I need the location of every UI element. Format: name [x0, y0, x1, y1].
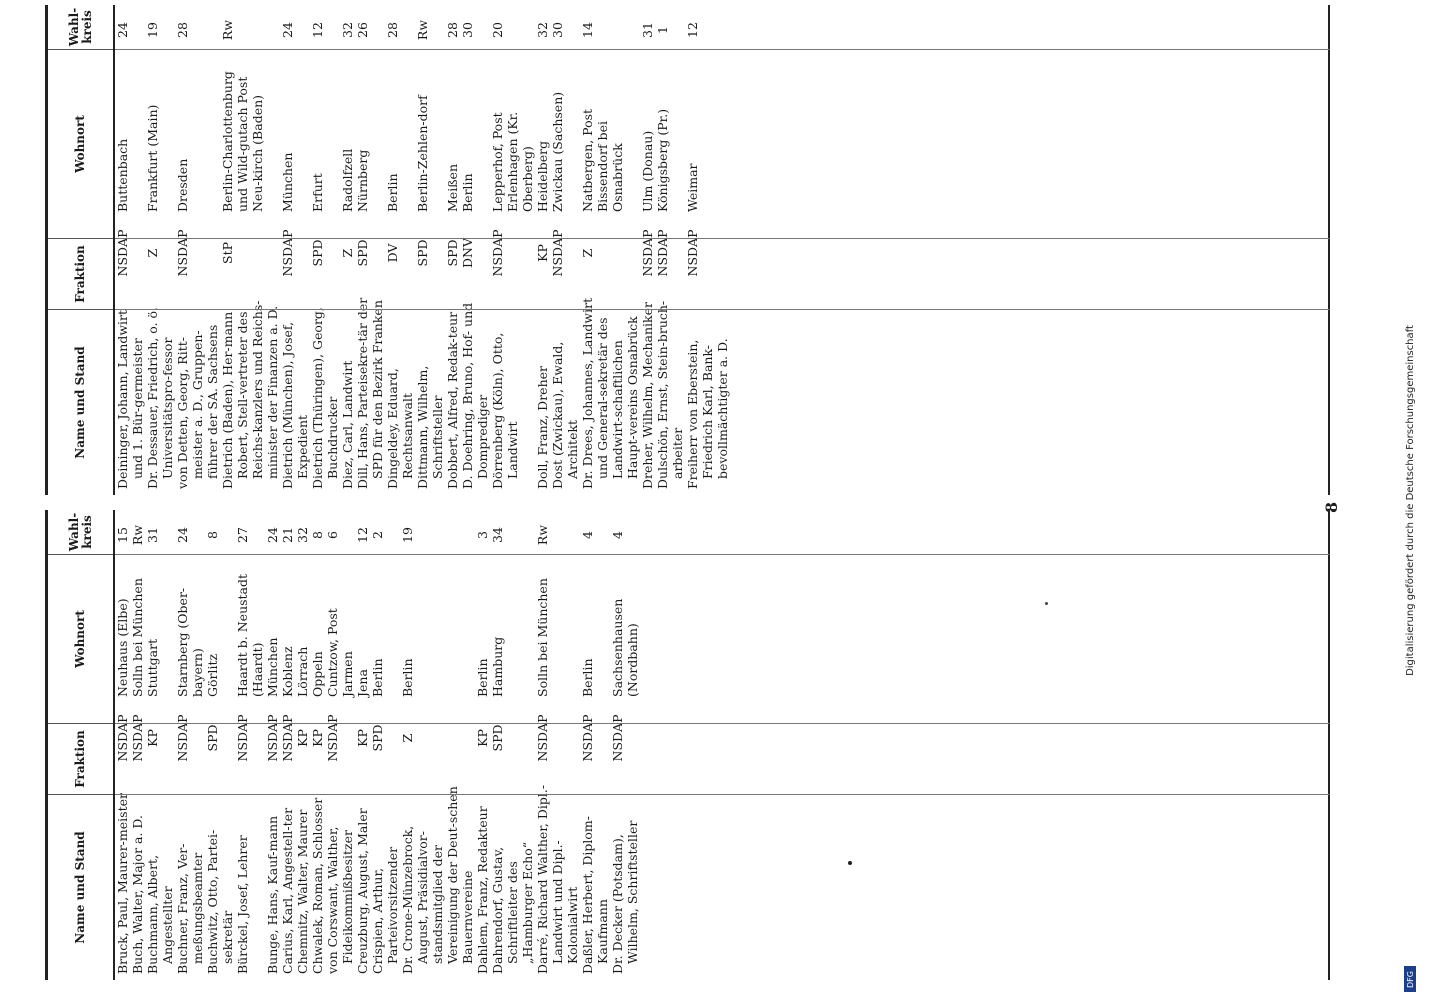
page-number: 8 [1322, 501, 1341, 513]
member-name: von Corswant, Walther, Fideikommißbesitzer [325, 826, 355, 974]
member-fraktion: SPD [310, 239, 325, 267]
member-wahlkreis: 28 [175, 22, 190, 38]
member-wohnort: Neuhaus (Elbe) [115, 598, 130, 697]
member-fraktion: NSDAP [610, 714, 625, 762]
member-wohnort: Natbergen, Post Bissendorf bei Osnabrück [580, 108, 625, 212]
member-name: Chwalek, Roman, Schlosser [310, 797, 325, 974]
member-wohnort: Dresden [175, 158, 190, 212]
table-right [45, 5, 1330, 495]
table-row [205, 510, 235, 980]
member-fraktion: NSDAP [640, 229, 655, 277]
member-name: Buchmann, Albert, Angestellter [145, 854, 175, 974]
member-wohnort: Berlin [400, 658, 415, 697]
table-row [580, 510, 610, 980]
table-row [175, 5, 220, 495]
table-row [355, 510, 370, 980]
table-row [370, 510, 400, 980]
member-fraktion: Z [145, 248, 160, 258]
table-row [415, 5, 445, 495]
table-row [175, 510, 205, 980]
member-fraktion: NSDAP [535, 714, 550, 762]
member-name: Dobbert, Alfred, Redak-teur [445, 311, 460, 489]
member-wahlkreis: 1 [655, 26, 670, 34]
member-fraktion: NSDAP [490, 229, 505, 277]
member-wohnort: Lörrach [295, 646, 310, 697]
member-fraktion: KP [145, 729, 160, 747]
table-row [385, 5, 415, 495]
member-fraktion: SPD [490, 724, 505, 752]
member-wohnort: Berlin [385, 173, 400, 212]
member-wahlkreis: 28 [385, 22, 400, 38]
member-wahlkreis: 32 [535, 22, 550, 38]
table-row [460, 5, 490, 495]
member-fraktion: NSDAP [550, 229, 565, 277]
table-row [115, 510, 130, 980]
table-row [145, 510, 175, 980]
member-wohnort: Sachsenhausen (Nordbahn) [610, 598, 640, 697]
member-name: Chemnitz, Walter, Maurer [295, 809, 310, 974]
table-row [550, 5, 580, 495]
header-name: Name und Stand [48, 794, 113, 980]
member-wohnort: Frankfurt (Main) [145, 104, 160, 212]
member-wohnort: Hamburg [490, 636, 505, 697]
member-wohnort: Berlin-Charlottenburg und Wild-gutach Post Neu-kirch (Baden) [220, 71, 265, 212]
digitization-note [1402, 0, 1418, 1000]
member-fraktion: KP [355, 729, 370, 747]
member-fraktion: NSDAP [655, 229, 670, 277]
member-name: Dietrich (München), Josef, Expedient [280, 321, 310, 489]
member-wahlkreis: Rw [535, 524, 550, 546]
member-wohnort: Koblenz [280, 646, 295, 697]
member-wahlkreis: 14 [580, 22, 595, 38]
member-name: Darré, Richard Walther, Dipl.-Landwirt und Dipl.-Kolonialwirt [535, 784, 580, 974]
member-fraktion: SPD [205, 724, 220, 752]
member-fraktion: NSDAP [280, 229, 295, 277]
member-wohnort: München [265, 637, 280, 697]
member-wahlkreis: 24 [265, 527, 280, 543]
member-wahlkreis: 3 [475, 531, 490, 539]
member-name: Dörrenberg (Köln), Otto, Landwirt [490, 332, 520, 489]
header-wohnort: Wohnort [48, 554, 113, 723]
member-name: Daßler, Herbert, Diplom-Kaufmann [580, 815, 610, 974]
member-wohnort: Meißen [445, 164, 460, 212]
member-fraktion: NSDAP [580, 714, 595, 762]
member-wahlkreis: Rw [415, 19, 430, 41]
member-wahlkreis: 24 [175, 527, 190, 543]
member-fraktion: SPD [415, 239, 430, 267]
member-wahlkreis: 4 [580, 531, 595, 539]
member-name: Buch, Walter, Major a. D. [130, 815, 145, 974]
member-wahlkreis: 30 [550, 22, 565, 38]
member-name: von Detten, Georg, Ritt-meister a. D., Gruppen-führer der SA. Sachsens [175, 324, 220, 489]
member-wahlkreis: 19 [400, 527, 415, 543]
member-wahlkreis: Rw [130, 524, 145, 546]
member-name: D. Doehring, Bruno, Hof- und Domprediger [460, 302, 490, 489]
table-row [280, 5, 310, 495]
member-name: Dill, Hans, Parteisekre-tär der SPD für den Bezirk Franken [355, 297, 385, 489]
member-wahlkreis: 15 [115, 527, 130, 543]
table-row [580, 5, 640, 495]
table-row [340, 5, 355, 495]
member-wohnort: Berlin [460, 173, 475, 212]
member-fraktion: SPD [355, 239, 370, 267]
member-name: Bürckel, Josef, Lehrer [235, 835, 250, 974]
member-wohnort: Haardt b. Neustadt (Haardt) [235, 573, 265, 697]
member-wahlkreis: 12 [310, 22, 325, 38]
member-fraktion: Z [400, 733, 415, 743]
member-fraktion: KP [475, 729, 490, 747]
header-wahlkreis: Wahl-kreis [66, 7, 94, 47]
member-wohnort: Ulm (Donau) [640, 130, 655, 212]
header-fraktion: Fraktion [48, 238, 113, 309]
member-wohnort: Berlin-Zehlen-dorf [415, 95, 430, 212]
dfg-logo [1404, 966, 1416, 992]
table-row [115, 5, 145, 495]
member-name: Deininger, Johann, Landwirt und 1. Bür-germeister [115, 309, 145, 489]
member-wohnort: Berlin [580, 658, 595, 697]
header-name: Name und Stand [48, 309, 113, 495]
member-fraktion: SPD [445, 239, 460, 267]
member-fraktion: KP [295, 729, 310, 747]
member-fraktion: KP [310, 729, 325, 747]
table-row [280, 510, 295, 980]
member-wahlkreis: 32 [295, 527, 310, 543]
member-name: Buchner, Franz, Ver-meßungsbeamter [175, 843, 205, 974]
table-left [45, 510, 1330, 980]
member-wohnort: Lepperhof, Post Erlenhagen (Kr. Oberberg) [490, 111, 535, 212]
member-wahlkreis: 19 [145, 22, 160, 38]
member-wahlkreis: 2 [370, 531, 385, 539]
member-wahlkreis: 31 [640, 22, 655, 38]
member-wahlkreis: 6 [325, 531, 340, 539]
table-body [115, 510, 640, 980]
member-wohnort: Nürnberg [355, 149, 370, 212]
member-fraktion: NSDAP [685, 229, 700, 277]
member-wahlkreis: 12 [685, 22, 700, 38]
table-row [475, 510, 490, 980]
member-wohnort: Solln bei München [130, 578, 145, 697]
member-name: Dr. Dessauer, Friedrich, o. ö. Universitätspro-fessor [145, 307, 175, 489]
member-name: Freiherr von Eberstein, Friedrich Karl, Bank-bevollmächtigter a. D. [685, 338, 730, 489]
member-fraktion: NSDAP [115, 714, 130, 762]
member-name: Dr. Crone-Münzebrock, August, Präsidialvor-standsmitglied der Vereinigung der Deut-schen Bauernvereine [400, 786, 475, 974]
member-wahlkreis: 32 [340, 22, 355, 38]
member-fraktion: NSDAP [175, 229, 190, 277]
member-name: Dingeldey, Eduard, Rechtsanwalt [385, 368, 415, 489]
member-wahlkreis: 8 [205, 531, 220, 539]
member-wahlkreis: 20 [490, 22, 505, 38]
member-name: Dahrendorf, Gustav, Schriftleiter des „Hamburger Echo“ [490, 841, 535, 974]
table-row [310, 5, 340, 495]
member-wohnort: Buttenbach [115, 138, 130, 212]
member-wahlkreis: 8 [310, 531, 325, 539]
member-fraktion: Z [340, 248, 355, 258]
table-row [610, 510, 640, 980]
table-row [490, 510, 535, 980]
member-wahlkreis: 21 [280, 527, 295, 543]
member-name: Doll, Franz, Dreher [535, 366, 550, 489]
member-fraktion: StP [220, 242, 235, 264]
table-row [145, 5, 175, 495]
member-wahlkreis: Rw [220, 19, 235, 41]
header-fraktion: Fraktion [48, 723, 113, 794]
table-header [48, 510, 115, 980]
member-wahlkreis: 30 [460, 22, 475, 38]
table-row [310, 510, 325, 980]
member-wahlkreis: 31 [145, 527, 160, 543]
table-row [640, 5, 655, 495]
table-row [400, 510, 475, 980]
table-row [490, 5, 535, 495]
member-wohnort: Cuntzow, Post Jarmen [325, 608, 355, 697]
member-wohnort: Erfurt [310, 173, 325, 212]
member-name: Dreher, Wilhelm, Mechaniker [640, 302, 655, 489]
member-name: Dr. Decker (Potsdam), Wilhelm, Schriftsteller [610, 820, 640, 974]
table-header [48, 5, 115, 495]
member-name: Dietrich (Baden), Her-mann Robert, Stell-vertreter des Reichs-kanzlers und Reichs-minister der Finanzen a. D. [220, 300, 280, 489]
member-wahlkreis: 34 [490, 527, 505, 543]
member-fraktion: NSDAP [325, 714, 340, 762]
member-wohnort: Stuttgart [145, 638, 160, 697]
table-row [130, 510, 145, 980]
member-name: Dost (Zwickau), Ewald, Architekt [550, 341, 580, 489]
digitization-note-text: Digitalisierung gefördert durch die Deutsche Forschungsgemeinschaft [1404, 324, 1416, 676]
table-row [295, 510, 310, 980]
member-name: Dittmann, Wilhelm, Schriftsteller [415, 365, 445, 489]
member-fraktion: NSDAP [235, 714, 250, 762]
table-row [685, 5, 730, 495]
table-row [445, 5, 460, 495]
member-name: Carius, Karl, Angestell-ter [280, 807, 295, 974]
member-wohnort: München [280, 152, 295, 212]
header-wahlkreis: Wahl-kreis [66, 512, 94, 552]
member-name: Diez, Carl, Landwirt [340, 360, 355, 489]
member-name: Dulschön, Ernst, Stein-brucharbeiter [655, 300, 685, 489]
table-row [535, 5, 550, 495]
member-name: Bruck, Paul, Maurer-meister [115, 793, 130, 974]
table-row [355, 5, 385, 495]
member-name: Dr. Drees, Johannes, Landwirt und General-sekretär des Landwirt-schaftlichen Haupt-vereins Osnabrück [580, 297, 640, 489]
member-fraktion: NSDAP [130, 714, 145, 762]
member-fraktion: Z [580, 248, 595, 258]
member-wohnort: Solln bei München [535, 578, 550, 697]
member-name: Buchwitz, Otto, Partei-sekretär [205, 829, 235, 974]
member-wohnort: Starnberg (Ober-bayern) [175, 587, 205, 697]
member-name: Crispien, Arthur, Parteivorsitzender [370, 846, 400, 974]
member-name: Creuzburg, August, Maler [355, 808, 370, 974]
member-fraktion: DV [385, 243, 400, 263]
member-wohnort: Berlin [370, 658, 385, 697]
member-fraktion: DNV [460, 238, 475, 268]
table-row [220, 5, 280, 495]
member-wohnort: Görlitz [205, 653, 220, 697]
member-wohnort: Radolfzell [340, 148, 355, 212]
table-row [325, 510, 355, 980]
member-name: Dietrich (Thüringen), Georg, Buchdrucker [310, 307, 340, 489]
table-row [655, 5, 685, 495]
member-wohnort: Heidelberg [535, 140, 550, 212]
member-wahlkreis: 27 [235, 527, 250, 543]
member-fraktion: NSDAP [115, 229, 130, 277]
member-name: Bunge, Hans, Kauf-mann [265, 815, 280, 974]
member-wahlkreis: 26 [355, 22, 370, 38]
member-wohnort: Oppeln [310, 651, 325, 697]
member-name: Dahlem, Franz, Redakteur [475, 806, 490, 974]
member-fraktion: NSDAP [265, 714, 280, 762]
dfg-logo-text: DFG [1405, 970, 1415, 988]
member-wahlkreis: 4 [610, 531, 625, 539]
member-fraktion: SPD [370, 724, 385, 752]
member-wohnort: Zwickau (Sachsen) [550, 91, 565, 212]
table-body [115, 5, 730, 495]
member-wahlkreis: 24 [115, 22, 130, 38]
member-wahlkreis: 24 [280, 22, 295, 38]
member-fraktion: NSDAP [175, 714, 190, 762]
member-wahlkreis: 28 [445, 22, 460, 38]
member-wohnort: Weimar [685, 163, 700, 212]
table-row [265, 510, 280, 980]
member-wahlkreis: 12 [355, 527, 370, 543]
header-wohnort: Wohnort [48, 49, 113, 238]
table-row [535, 510, 580, 980]
member-fraktion: NSDAP [280, 714, 295, 762]
member-wohnort: Berlin [475, 658, 490, 697]
member-wohnort: Königsberg (Pr.) [655, 108, 670, 212]
table-row [235, 510, 265, 980]
member-wohnort: Jena [355, 669, 370, 697]
member-fraktion: KP [535, 244, 550, 262]
